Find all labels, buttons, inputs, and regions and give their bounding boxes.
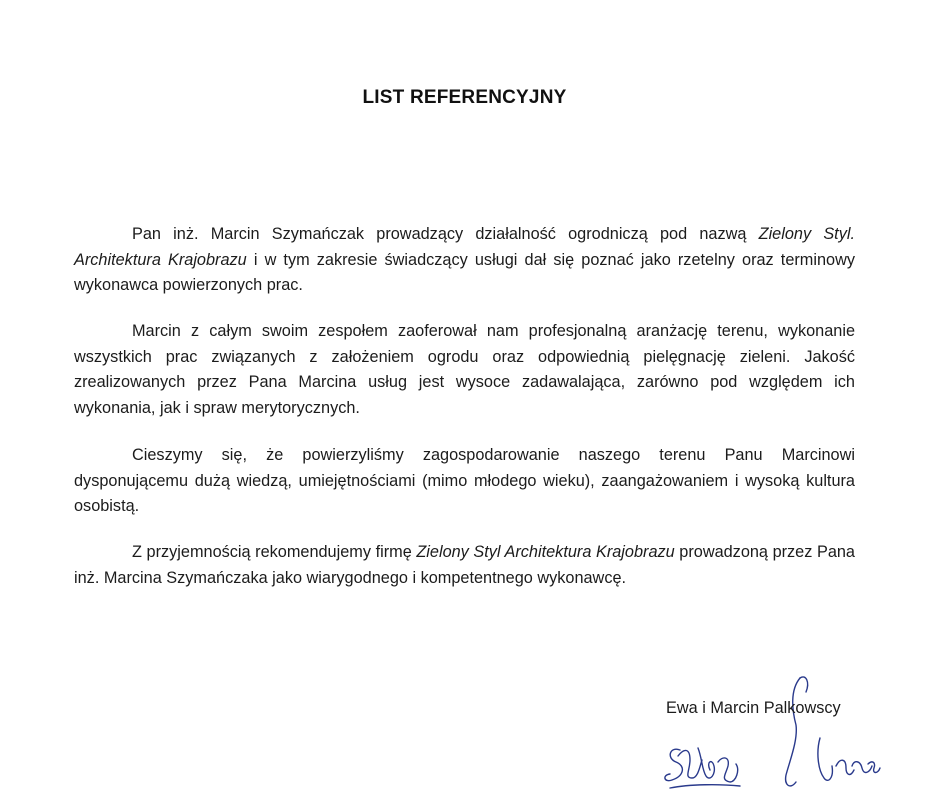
paragraph-1-text-a: Pan inż. Marcin Szymańczak prowadzący działalność ogrodniczą pod nazwą xyxy=(132,225,759,243)
company-name-italic: Zielony Styl Architektura Krajobrazu xyxy=(416,543,675,561)
paragraph-3 xyxy=(74,443,855,520)
paragraph-4-text-a: Z przyjemnością rekomendujemy firmę xyxy=(132,543,417,561)
company-name-italic: Zielony Styl. Architektura Krajobrazu xyxy=(74,225,855,269)
paragraph-2-text: Marcin z całym swoim zespołem zaoferował nam profesjonalną aranżację terenu, wykonanie wszystkich prac związanych z założeniem ogrodu oraz odpowiednią pielęgnację zieleni. Jakość zrealizowanych przez Pana Marcina usług jest wysoce zadawalająca, zarówno pod względem ich wykonania, jak i spraw merytorycznych. xyxy=(74,322,855,417)
document-title: LIST REFERENCYJNY xyxy=(362,87,567,108)
paragraph-2 xyxy=(74,319,855,421)
paragraph-4-text-b: prowadzoną przez Pana inż. Marcina Szymańczaka jako wiarygodnego i kompetentnego wykonawcę. xyxy=(74,543,855,587)
handwritten-signature xyxy=(640,670,929,800)
signer-name: Ewa i Marcin Palkowscy xyxy=(666,699,841,717)
paragraph-3-text: Cieszymy się, że powierzyliśmy zagospodarowanie naszego terenu Panu Marcinowi dysponującemu dużą wiedzą, umiejętnościami (mimo młodego wieku), zaangażowaniem i wysoką kultura osobistą. xyxy=(74,446,855,515)
paragraph-1 xyxy=(74,222,855,299)
paragraph-1-text-b: i w tym zakresie świadczący usługi dał się poznać jako rzetelny oraz terminowy wykonawca powierzonych prac. xyxy=(74,250,855,294)
paragraph-4 xyxy=(74,540,855,591)
